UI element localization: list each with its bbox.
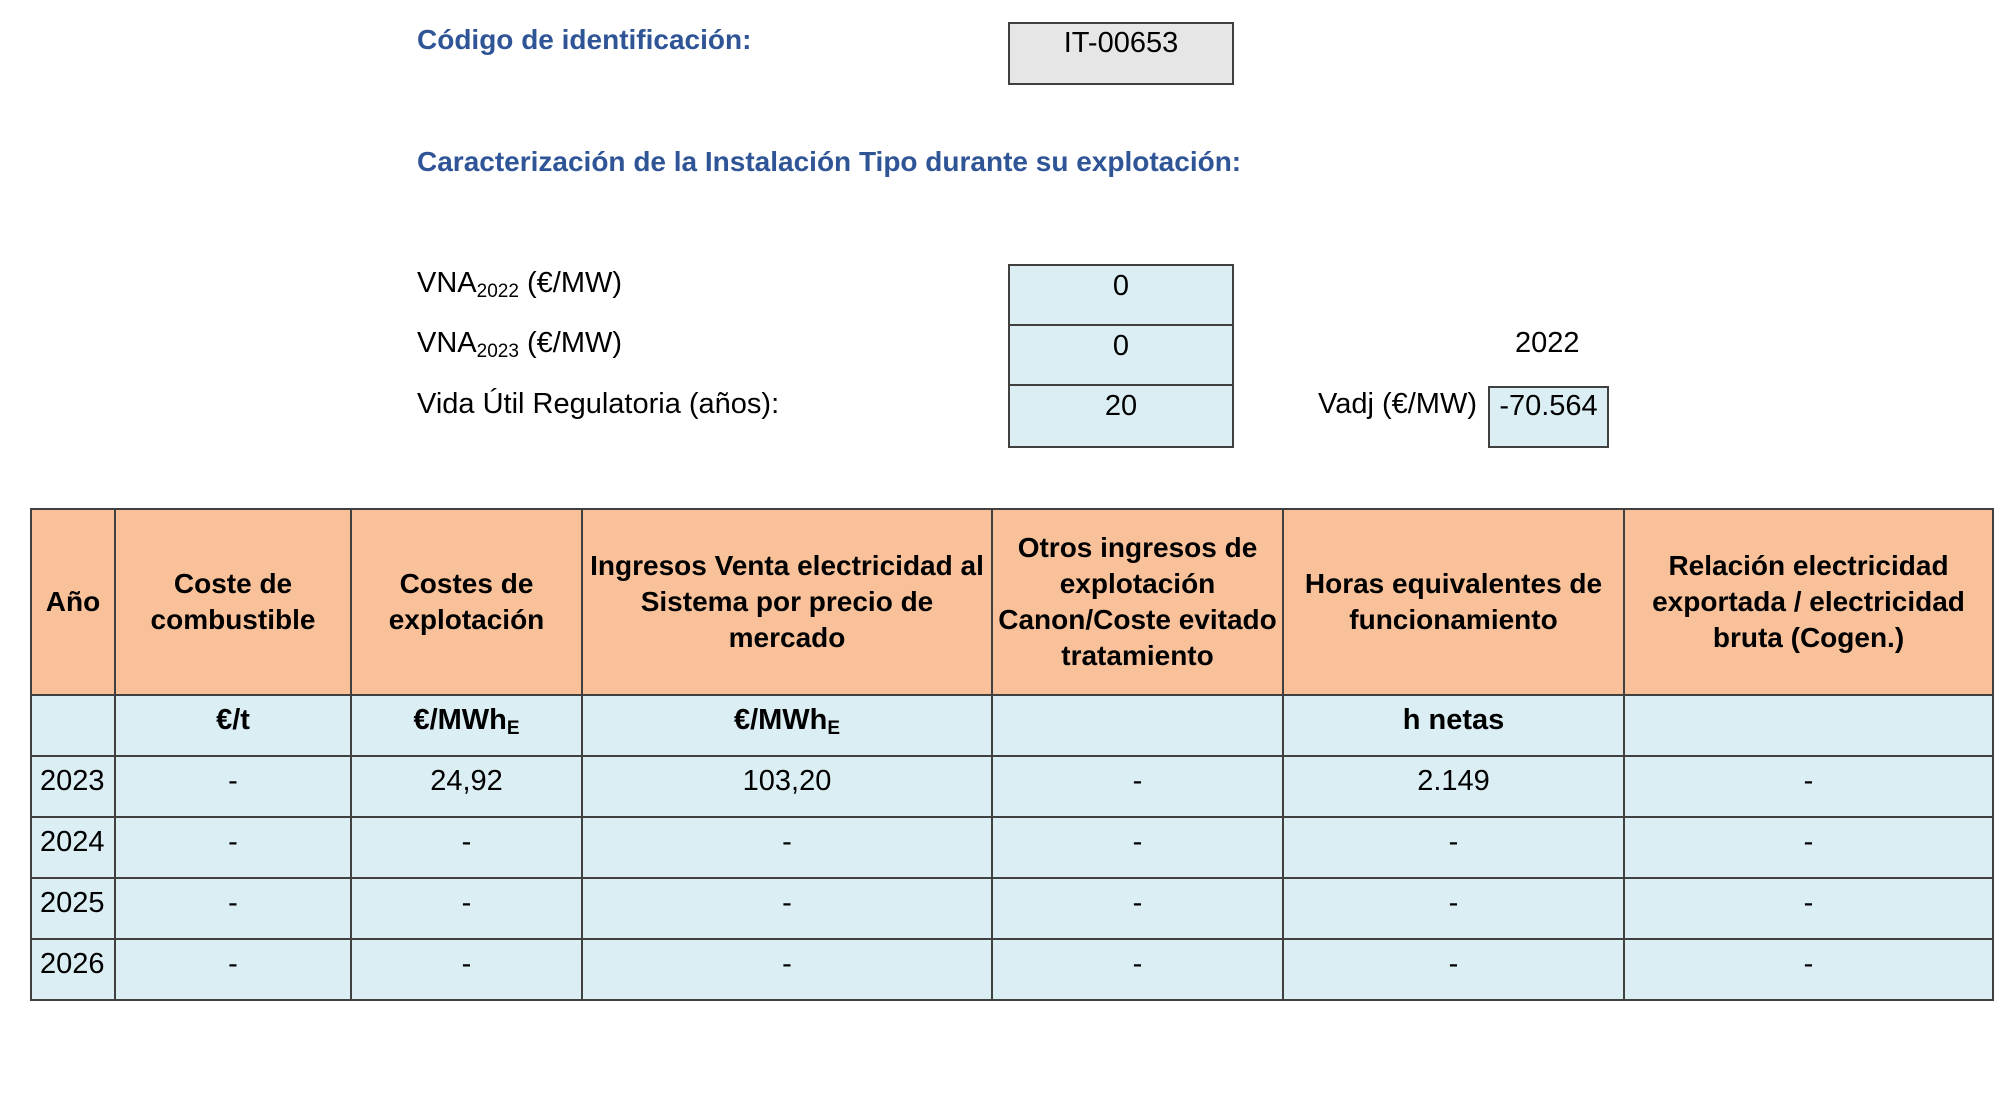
- vna2022-cell: [1008, 264, 1234, 326]
- table-cell: -: [992, 817, 1283, 878]
- vna2022-value: 0: [1112, 270, 1130, 302]
- vadj-label: Vadj (€/MW): [1318, 388, 1477, 420]
- vadj-value: -70.564: [1499, 390, 1598, 422]
- col-header-costes-explotacion: Costes de explotación: [351, 509, 582, 695]
- unit-cell: [31, 695, 115, 756]
- table-cell: -: [351, 817, 582, 878]
- table-cell: -: [582, 817, 992, 878]
- unit-cell: [992, 695, 1283, 756]
- unit-costes-explotacion: €/MWh$_E$: [351, 695, 582, 756]
- unit-horas: h netas: [1283, 695, 1624, 756]
- vida-util-cell: [1008, 384, 1234, 448]
- table-cell: -: [1283, 878, 1624, 939]
- table-cell: -: [1624, 878, 1993, 939]
- table-cell: -: [351, 939, 582, 1000]
- unit-coste-combustible: €/t: [115, 695, 351, 756]
- year-cell: 2023: [31, 756, 115, 817]
- units-row: [31, 695, 1993, 756]
- table-cell: -: [992, 878, 1283, 939]
- section-title: Caracterización de la Instalación Tipo durante su explotación:: [417, 146, 1242, 177]
- table-cell: -: [351, 878, 582, 939]
- table-row: [31, 817, 1993, 878]
- col-header-horas: Horas equivalentes de funcionamiento: [1283, 509, 1624, 695]
- vna2023-cell: [1008, 324, 1234, 386]
- table-cell: -: [1624, 939, 1993, 1000]
- vna2023-value: 0: [1112, 330, 1130, 362]
- year-cell: 2025: [31, 878, 115, 939]
- table-cell: -: [115, 878, 351, 939]
- unit-cell: [1624, 695, 1993, 756]
- vna2022-label: $VNA_{2022}$ (€/MW): [417, 267, 623, 302]
- table-cell: -: [1624, 817, 1993, 878]
- table-cell: 103,20: [582, 756, 992, 817]
- vadj-cell: [1488, 386, 1609, 448]
- col-header-ingresos-venta: Ingresos Venta electricidad al Sistema por precio de mercado: [582, 509, 992, 695]
- vida-util-label: Vida Útil Regulatoria (años):: [417, 388, 780, 420]
- id-label: Código de identificación:: [417, 24, 752, 55]
- table-cell: -: [1624, 756, 1993, 817]
- table-row: [31, 756, 1993, 817]
- table-cell: 2.149: [1283, 756, 1624, 817]
- unit-ingresos-venta: €/MWh$_E$: [582, 695, 992, 756]
- table-row: [31, 878, 1993, 939]
- vna2023-label: $VNA_{2023}$ (€/MW): [417, 327, 623, 362]
- table-cell: -: [1283, 817, 1624, 878]
- header-row: [31, 509, 1993, 695]
- id-value: IT-00653: [1063, 27, 1179, 59]
- table-cell: -: [115, 756, 351, 817]
- table-cell: -: [582, 939, 992, 1000]
- table-cell: -: [115, 817, 351, 878]
- table-cell: -: [115, 939, 351, 1000]
- col-header-coste-combustible: Coste de combustible: [115, 509, 351, 695]
- table-cell: 24,92: [351, 756, 582, 817]
- col-header-relacion: Relación electricidad exportada / electricidad bruta (Cogen.): [1624, 509, 1993, 695]
- col-header-ano: Año: [31, 509, 115, 695]
- table-cell: -: [992, 756, 1283, 817]
- col-header-otros-ingresos: Otros ingresos de explotación Canon/Coste evitado tratamiento: [992, 509, 1283, 695]
- table-cell: -: [582, 878, 992, 939]
- year-cell: 2026: [31, 939, 115, 1000]
- vadj-year: 2022: [1515, 327, 1580, 359]
- table-row: [31, 939, 1993, 1000]
- vida-util-value: 20: [1104, 390, 1138, 422]
- table-cell: -: [1283, 939, 1624, 1000]
- year-cell: 2024: [31, 817, 115, 878]
- table-cell: -: [992, 939, 1283, 1000]
- id-value-cell: [1008, 22, 1234, 85]
- explotacion-table: [30, 508, 1994, 1001]
